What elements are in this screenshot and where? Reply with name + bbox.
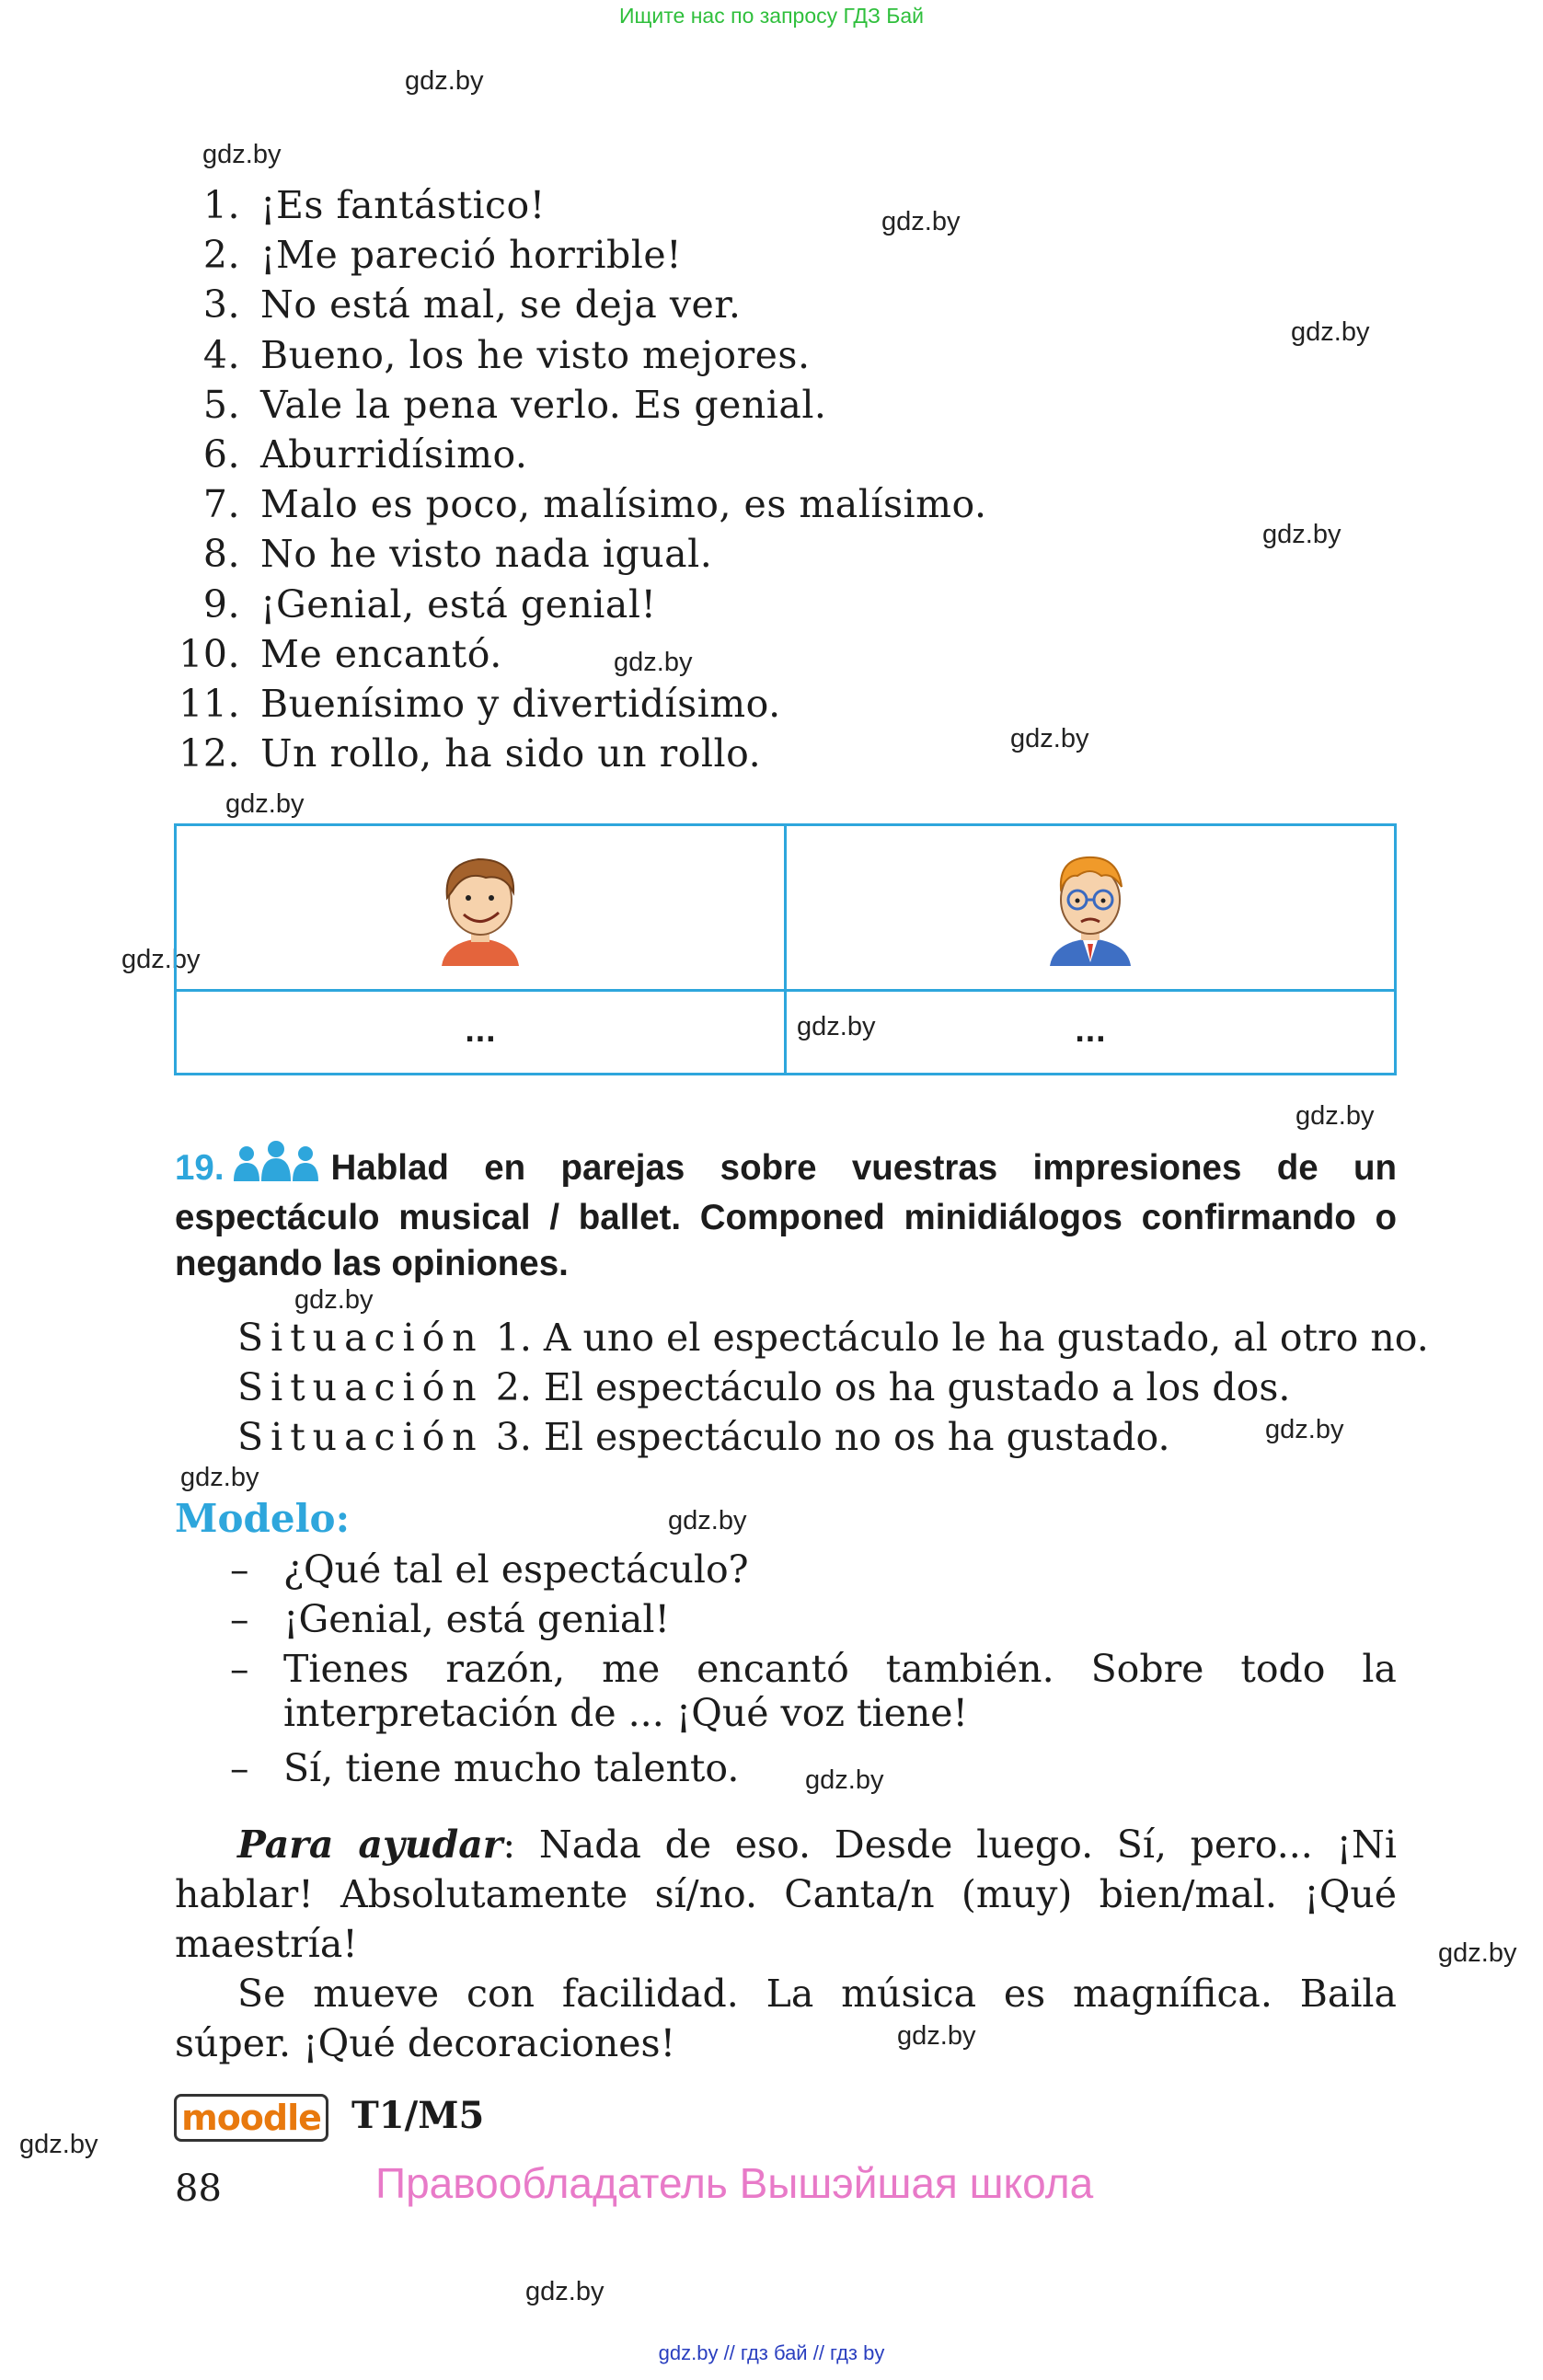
list-item: 9. ¡Genial, está genial! (202, 581, 657, 627)
help-paragraph: Se mueve con facilidad. La música es magnífica. Baila súper. ¡Qué decoraciones! (175, 1972, 1397, 2065)
sad-boy-icon (1035, 846, 1146, 966)
dialogue-line: Tienes razón, me encantó también. Sobre todo la interpretación de ... ¡Qué voz tiene! (283, 1647, 1397, 1735)
help-label: Para ayudar (237, 1822, 503, 1867)
copyright-holder: Правообладатель Вышэйшая школа (375, 2159, 1094, 2207)
list-item: 8. No he visto nada igual. (202, 532, 713, 577)
exercise-instruction (175, 1141, 1397, 1287)
pair-work-icon (232, 1141, 320, 1195)
list-item: 11. Buenísimo y divertidísimo. (178, 682, 781, 727)
situation-3: Situación 3. El espectáculo no os ha gustado. (237, 1415, 1170, 1459)
left-answer-cell: ... (176, 991, 786, 1075)
list-item: 3. No está mal, se deja ver. (202, 282, 742, 328)
watermark: gdz.by (1265, 1415, 1344, 1444)
phrase-list (175, 180, 986, 778)
list-item: 6. Aburridísimo. (202, 432, 528, 477)
dialogue-dash: – (230, 1647, 249, 1691)
bottom-banner[interactable]: gdz.by // гдз бай // гдз by (658, 2341, 885, 2364)
exercise-text: Hablad en parejas sobre vuestras impresiones de un espectáculo musical / ballet. Componed minidiálogos confirmando o negando las opiniones. (175, 1148, 1397, 1283)
list-item: 10. Me encantó. (178, 631, 502, 676)
watermark: gdz.by (1438, 1938, 1517, 1968)
watermark: gdz.by (797, 1012, 876, 1041)
watermark: gdz.by (614, 648, 693, 677)
list-item: 5. Vale la pena verlo. Es genial. (202, 382, 827, 427)
watermark: gdz.by (1295, 1101, 1375, 1131)
right-answer-cell: ... (786, 991, 1396, 1075)
list-item: 12. Un rollo, ha sido un rollo. (178, 731, 762, 776)
modelo-label: Modelo: (175, 1496, 351, 1541)
watermark: gdz.by (881, 207, 961, 236)
dialogue-line: – ¡Genial, está genial! (230, 1597, 670, 1641)
situation-2: Situación 2. El espectáculo os ha gustado a los dos. (237, 1365, 1291, 1409)
list-item: 1. ¡Es fantástico! (202, 183, 546, 227)
watermark: gdz.by (405, 66, 484, 96)
watermark: gdz.by (525, 2277, 605, 2306)
list-item: 2. ¡Me pareció horrible! (202, 233, 683, 278)
happy-boy-cell (176, 825, 786, 991)
watermark: gdz.by (19, 2130, 98, 2159)
moodle-logo[interactable]: moodle (174, 2094, 328, 2142)
dialogue-line: – Sí, tiene mucho talento. (230, 1746, 740, 1790)
watermark: gdz.by (897, 2021, 976, 2051)
watermark: gdz.by (294, 1285, 374, 1315)
task-code: T1/M5 (351, 2094, 485, 2137)
list-item: 4. Bueno, los he visto mejores. (202, 332, 811, 377)
dialogue-line: – ¿Qué tal el espectáculo? (230, 1547, 749, 1592)
watermark: gdz.by (121, 945, 201, 974)
page-number: 88 (175, 2167, 222, 2210)
watermark: gdz.by (202, 140, 282, 169)
watermark: gdz.by (225, 789, 305, 819)
opinion-table (174, 823, 1397, 1075)
top-banner[interactable]: Ищите нас по запросу ГДЗ Бай (618, 4, 925, 28)
help-paragraph: Para ayudar: Nada de eso. Desde luego. Sí, pero... ¡Ni hablar! Absolutamente sí/no. Canta/n (muy) bien/mal. ¡Qué maestría! (175, 1822, 1397, 1966)
sad-boy-cell (786, 825, 1396, 991)
watermark: gdz.by (1010, 724, 1089, 753)
watermark: gdz.by (1262, 520, 1341, 549)
happy-boy-icon (425, 846, 535, 966)
watermark: gdz.by (805, 1765, 884, 1795)
situation-1: Situación 1. A uno el espectáculo le ha gustado, al otro no. (237, 1316, 1429, 1360)
watermark: gdz.by (668, 1506, 747, 1535)
watermark: gdz.by (180, 1463, 259, 1492)
watermark: gdz.by (1291, 317, 1370, 347)
list-item: 7. Malo es poco, malísimo, es malísimo. (202, 482, 987, 527)
exercise-number: 19. (175, 1148, 225, 1188)
